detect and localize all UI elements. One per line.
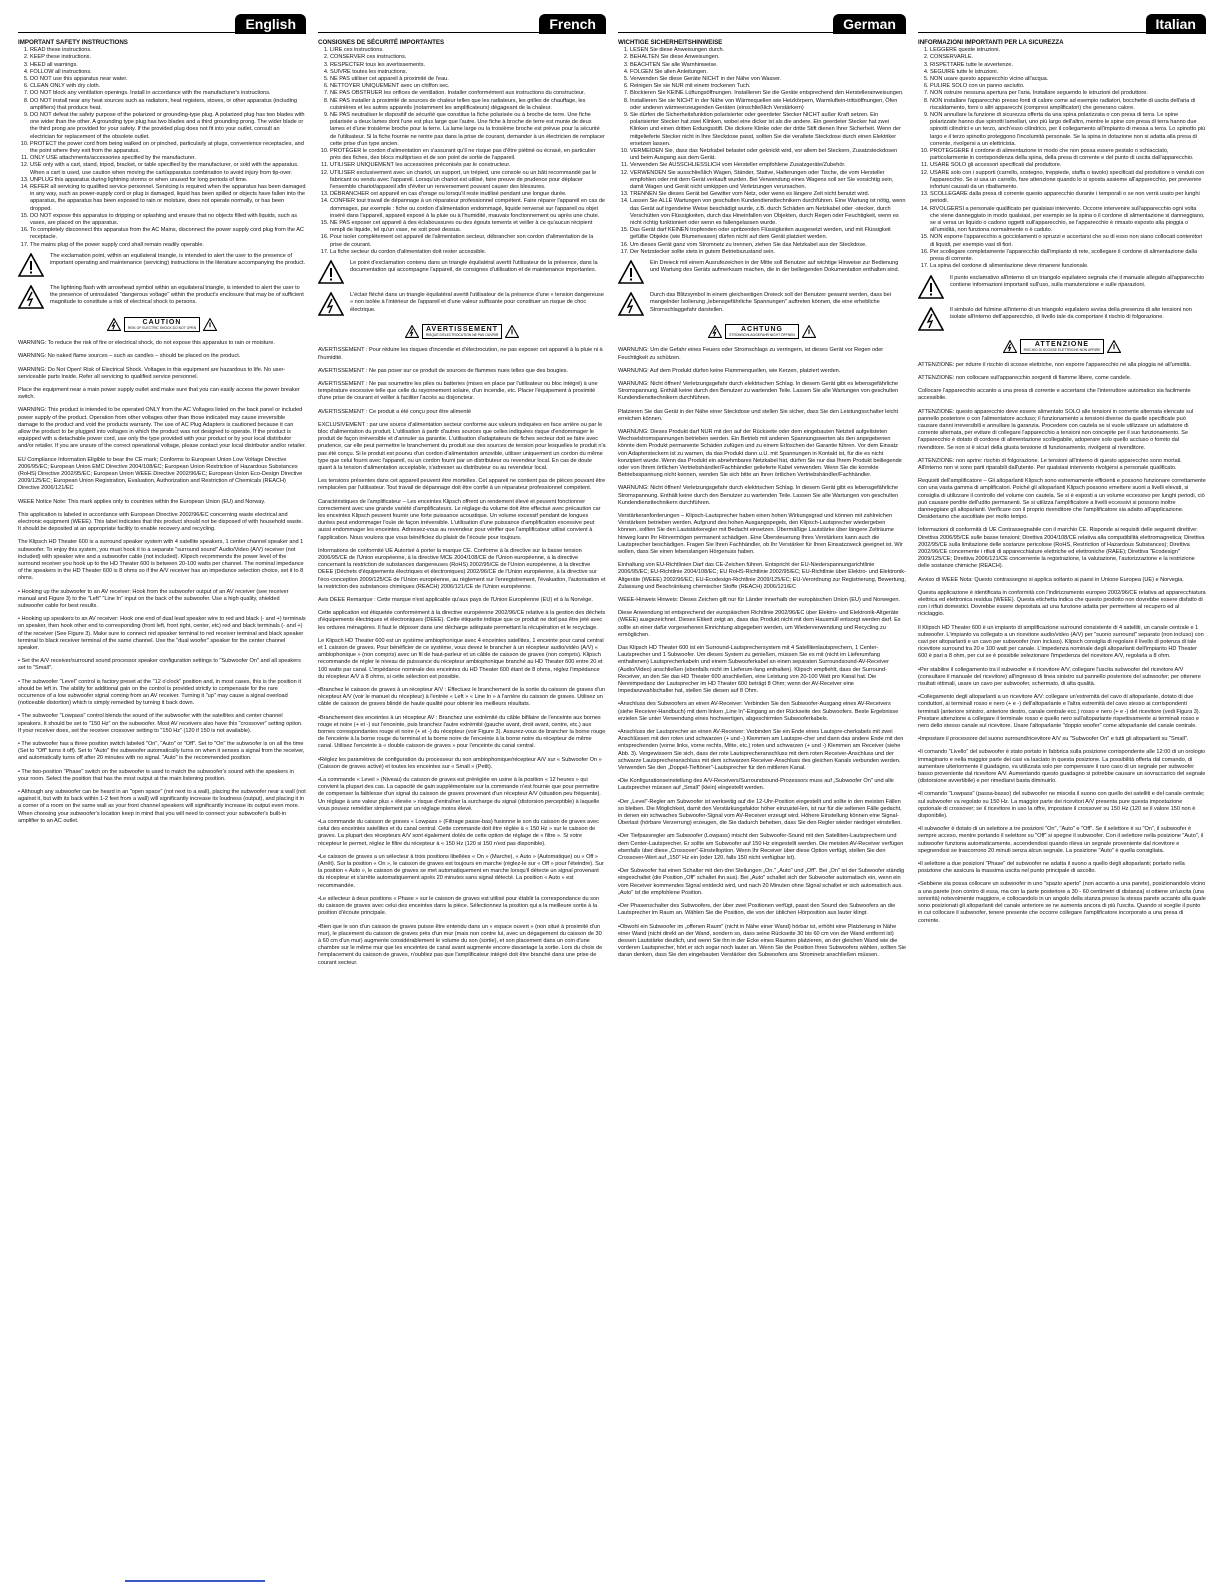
flash-symbol-text: L'éclair fléché dans un triangle équilatéral avertit l'utilisateur de la présence d'une « tension dangereuse » non isolée à l'intérieur de l'appareil et d'une valeur suffisante pour constituer un risque de choc électrique.	[350, 292, 604, 313]
body-paragraphs	[18, 340, 306, 825]
safety-step: 4. SEGUIRE tutte le istruzioni.	[930, 69, 1206, 76]
body-paragraph: •Der Tiefpassregler am Subwoofer (Lowpass) mischt den Subwoofer-Sound mit den Satelliten-Lautsprechern und dem Center-Lautsprecher. Er sollte am Subwoofer auf 150 Hz eingestellt werden. Die meisten AV-Receiver verfügen ebenfalls über diese „Crossover"-Einstelloption. Wenn Ihr Receiver über diese Option verfügt, stellen Sie den Crossover-Wert auf „150" Hz ein (oder 120, falls 150 nicht verfügbar ist).	[618, 833, 904, 862]
exclamation-triangle-icon	[1107, 340, 1121, 353]
safety-step: 17. The mains plug of the power supply cord shall remain readily operable.	[30, 242, 306, 249]
safety-step: 7. Blockieren Sie KEINE Lüftungsöffnungen. Installieren Sie die Geräte entsprechend den Herstelleranweisungen.	[630, 90, 906, 97]
body-paragraph: •Der Subwoofer hat einen Schalter mit den drei Stellungen „On." „Auto" und „Off". Bei „On" ist der Subwoofer ständig eingeschaltet (die Position „Off" schaltet ihn aus). Bei „Auto" schaltet sich der Subwoofer automatisch ein, wenn ein vom Receiver kommendes Signal entdeckt wird, und nach 20 Minuten ohne Signal schaltet er sich automatisch aus. „Auto" ist die empfohlene Position.	[618, 868, 905, 896]
body-paragraph: • Although any subwoofer can be heard in an "open space" (not next to a wall), placing the subwoofer near a wall (not against it, but with its back within 1-2 feet from a wall) will significantly increase its loudness (output), and placing it in a corner of a room on the same wall as your front channel speakers will significantly increase its output even more. When choosing your subwoofer's location keep in mind that you will need to connect your subwoofer's built-in amplifier to an AC outlet.	[18, 789, 306, 824]
body-paragraph: •Per stabilire il collegamento tra il subwoofer e il ricevitore A/V, collegare l'uscita subwoofer del ricevitore A/V (consultare il manuale del ricevitore) all'ingresso di linea sinistro sul pannello posteriore del subwoofer; per ottenere risultati ottimali, usare un cavo per subwoofer, schermato, di alta qualità.	[918, 666, 1201, 688]
body-paragraph: •Bien que le son d'un caisson de graves puisse être entendu dans un « espace ouvert » (non situé à proximité d'un mur), le placement du caisson de graves près d'un mur (mais non contre lui, avec un dégagement du caisson de 30 à 60 cm d'un mur) augmente considérablement le volume du son (sortie), et son placement dans un coin d'une chambre sur le même mur que les enceintes de canal avant augmente encore davantage la sortie. Lors du choix de l'emplacement du caisson de graves, n'oubliez pas que l'amplificateur intégré doit être branché dans une prise de courant secteur.	[318, 923, 603, 966]
safety-step: 16. Um dieses Gerät ganz vom Stromnetz zu trennen, ziehen Sie das Netzkabel aus der Steckdose.	[630, 242, 906, 249]
safety-step: 1. LEGGERE queste istruzioni.	[930, 47, 1206, 54]
safety-step: 7. NON ostruire nessuna apertura per l'aria. Installare seguendo le istruzioni del produttore.	[930, 90, 1206, 97]
safety-step: 1. LIRE ces instructions.	[330, 47, 606, 54]
safety-title: CONSIGNES DE SÉCURITÉ IMPORTANTES	[318, 39, 445, 46]
safety-step: 12. UTILISER exclusivement avec un chariot, un support, un trépied, une console ou un bâti recommandé par le fabricant ou vendu avec l'appareil. Lorsqu'un chariot est utilisé, faire preuve de prudence pour déplacer l'ensemble chariot/appareil afin d'éviter un renversement pouvant causer des blessures.	[330, 170, 606, 192]
lightning-triangle-icon	[708, 325, 722, 338]
body-paragraph: • Hooking up speakers to an AV receiver: Hook one end of dual lead speaker wire to red and black (- and +) terminals on speaker, then hook other end to corresponding (front left, front right, center, etc) red and black terminals (- and +) of the receiver (See Figure 3). Make sure to connect red speaker terminal to red receiver terminal and black speaker terminal to black receiver terminal of the same channel. Use the "dual woofer" speaker for the center channel speaker.	[18, 616, 306, 651]
exclaim-symbol-row	[618, 260, 906, 284]
safety-step: 15. NE PAS exposer cet appareil à des éclaboussures ou des égouts tements et veiller à ce qu'aucun récipient rempli de liquide, tel qu'un vase, ne soit posé dessus.	[330, 220, 606, 234]
safety-step: 3. BEACHTEN Sie alle Warnhinweise.	[630, 62, 906, 69]
body-paragraph: AVERTISSEMENT : Ne pas soumettre les piles ou batteries (mises en place par l'utilisateur ou bloc intégré) à une température excessive telle que celle du rayonnement solaire, d'un incendie, etc. Placer l'équipement à proximité d'une prise de courant et veiller à faciliter l'accès au disjoncteur.	[318, 380, 598, 402]
safety-step: 15. Das Gerät darf KEINEN tropfenden oder spritzenden Flüssigkeiten ausgesetzt werden, und mit Flüssigkeit gefüllte Objekte (wie Blumenvasen) dürfen nicht auf dem Gerät platziert werden.	[630, 227, 906, 241]
exclaim-symbol-row	[318, 260, 606, 284]
column-content	[318, 39, 606, 967]
body-paragraphs	[918, 362, 1206, 925]
body-paragraph: WARNING: To reduce the risk of fire or electrical shock, do not expose this apparatus to rain or moisture.	[18, 340, 275, 347]
body-paragraph: •La commande du caisson de graves « Lowpass » (Filtrage passe-bas) fusionne le son du caisson de graves avec celui des enceintes satellites et du canal central. Cette commande doit être réglée à « 150 Hz » sur le caisson de graves. La plupart des récepteurs A/V sont également dotés de cette option de réglage de « filtre ». Si votre récepteur le permet, réglez le filtre du récepteur à « 150 Hz (120 si 150 n'est pas disponible).	[318, 819, 599, 847]
body-paragraph: •Il comando "Lowpass" (passa-basso) del subwoofer ne miscela il suono con quello dei satelliti e del canale centrale; sul subwoofer va regolato su 150 Hz. La maggior parte dei ricevitori A/V presenta pure questa impostazione opzionale di crossover; se il ricevitore in uso la offre, impostare il crossover su 150 Hz (120 se il valore 150 non è disponibile).	[918, 791, 1205, 820]
safety-step: 3. RISPETTARE tutte le avvertenze.	[930, 62, 1206, 69]
safety-step: 14. RIVOLGERSI a personale qualificato per qualsiasi intervento. Occorre intervenire sull'apparecchio ogni volta che viene danneggiato in modo qualsiasi, per esempio se la spina o il cordone di alimentazione si danneggiano, se si versa un liquido o cadono oggetti sull'apparecchio, se l'apparecchio è rimasto esposto alla pioggia o all'umidità, non funziona normalmente o è caduto.	[930, 206, 1206, 235]
safety-steps	[18, 47, 306, 249]
body-paragraph: The Klipsch HD Theater 600 is a surround speaker system with 4 satellite speakers, 1 center channel speaker and 1 subwoofer. To enjoy this system, you must hook it to a separate "surround sound" Audio/Video (A/V) receiver (not included) with speaker wire and a subwoofer cable (not included). Klipsch recommends the power level of the surround receiver you hook up to the HD Theater 600 is between 20-100 watts per channel. The nominal impedance of the speakers in the HD Theater 600 is 8 ohms so if the A/V receiver has an impedance selection choice, set it to 8 ohms.	[18, 539, 304, 582]
safety-steps	[618, 47, 906, 256]
caution-label	[102, 317, 222, 332]
caution-subtitle: RISQUE D'ÉLECTROCUTION NE PAS OUVRIR	[425, 333, 499, 338]
exclaim-symbol-text: Le point d'exclamation contenu dans un triangle équilatéral avertit l'utilisateur de la présence, dans la documentation qui accompagne l'appareil, de consignes d'utilisation et de maintenance importantes.	[350, 260, 598, 274]
exclamation-triangle-icon	[18, 253, 44, 277]
body-paragraph: WARNUNG: Nicht öffnen! Verletzungsgefahr durch elektrischen Schlag. In diesem Gerät gibt es lebensgefährliche Stromspannung. Enthält keine durch den Benutzer zu wartenden Teile. Lassen Sie alle Wartungen von geschulten Kundendiensttechnikern durchführen.	[618, 485, 899, 506]
body-paragraph: •Branchement des enceintes à un récepteur AV : Branchez une extrémité du câble bifilaire de l'enceinte aux bornes rouge et noire (+ et -) sur l'enceinte, puis branchez l'autre extrémité (gauche avant, droit avant, centre, etc.) aux bornes correspondantes rouge et noire (+ et -) du récepteur (voir Figure 3). Assurez-vous de brancher la borne rouge de l'enceinte à la borne rouge du terminal et la borne noire de l'enceinte à la borne noire du récepteur de même canal. Utilisez l'enceinte à « double caisson de graves » pour l'enceinte du canal central.	[318, 714, 606, 750]
body-paragraph: •Le caisson de graves a un sélecteur à trois positions libellées « On » (Marche), « Auto » (Automatique) ou « Off » (Arrêt). Sur la position « On », le caisson de graves est toujours en marche (réglez-le sur « Off » pour l'éteindre). Sur la position « Auto », le caisson de graves se met automatiquement en marche lorsqu'il détecte un signal provenant du récepteur et s'arrête automatiquement après 20 minutes sans signal détecté. La position « Auto » est recommandée.	[318, 853, 604, 889]
column-header	[618, 12, 906, 33]
body-paragraph: WARNUNG: Um die Gefahr eines Feuers oder Stromschlags zu verringern, ist dieses Gerät vor Regen oder Feuchtigkeit zu schützen.	[618, 347, 884, 361]
safety-step: 14. REFER all servicing to qualified service personnel. Servicing is required when the apparatus has been damaged in any way, such as power-supply cord or plug is damaged, liquid has been spilled or objects have fallen into the apparatus, the apparatus has been exposed to rain or moisture, does not operate normally, or has been dropped.	[30, 184, 306, 213]
safety-steps	[318, 47, 606, 256]
body-paragraph: Caractéristiques de l'amplificateur – Les enceintes Klipsch offrent un rendement élevé et peuvent fonctionner correctement avec une grande variété d'amplificateurs. Le réglage du volume doit être effectué avec précaution car les enceintes Klipsch peuvent fournir une forte puissance acoustique. Un volume excessif pendant de longues durées peut endommager l'ouïe de façon irréversible. L'utilisation d'une puissance d'amplification excessive peut aussi endommager les enceintes. Adressez-vous au revendeur pour vérifier que l'amplificateur utilisé convient à l'application. Nous voulons que vous bénéficiez du plaisir de l'écoute pour toujours.	[318, 498, 601, 541]
column-content	[18, 39, 306, 825]
body-paragraph: • The subwoofer "Lowpass" control blends the sound of the subwoofer with the satellites and center channel speakers. It should be set to "150 Hz" on the subwoofer. Most AV receivers also have this "crossover" setting option. If your receiver does, set the receiver crossover setting to "150 Hz" (120 if 150 is not available).	[18, 713, 303, 734]
exclamation-triangle-icon	[505, 325, 519, 338]
safety-step: 11. UTILISER UNIQUEMENT les accessoires préconisés par le constructeur.	[330, 162, 606, 169]
flash-symbol-text: The lightning flash with arrowhead symbol within an equilateral triangle, is intended to alert the user to the presence of uninsulated "dangerous voltage" within the product's enclosure that may be of sufficient magnitude to constitute a risk of electrical shock to persons.	[50, 284, 304, 306]
safety-step: 17. La fiche secteur du cordon d'alimentation doit rester accessible.	[330, 249, 606, 256]
flash-symbol-text: Il simbolo del fulmine all'interno di un triangolo equilatero avvisa della presenza di alte tensioni non isolate all'interno dell'apparecchio, di livello tale da comportare il rischio di folgorazione.	[950, 306, 1192, 320]
manual-page	[18, 12, 1206, 1572]
body-paragraph: •Obwohl ein Subwoofer im „offenen Raum" (nicht in Nähe einer Wand) hörbar ist, erhöht eine Platzierung in Nähe einer Wand (nicht direkt an der Wand, sondern so, dass seine Rückseite 30 bis 60 cm von der Wand entfernt ist) dessen Lautstärke deutlich, und wenn Sie ihn in der Ecke eines Raumes platzieren, an der gleichen Wand wie die vorderen Lautsprecher, hört er sich sogar noch lauter an. Wenn Sie die Position Ihres Subwoofers wählen, sollten Sie daran denken, dass Sie den eingebauten Verstärker des Subwoofers ans Stromnetz anschließen müssen.	[618, 923, 906, 959]
caution-subtitle: RISK OF ELECTRIC SHOCK DO NOT OPEN	[127, 326, 197, 331]
caution-title: ACHTUNG	[741, 326, 783, 334]
body-paragraph: AVERTISSEMENT : Pour réduire les risques d'incendie et d'électrocution, ne pas exposer cet appareil à la pluie ni à l'humidité.	[318, 347, 603, 361]
lightning-triangle-icon	[318, 292, 344, 316]
body-paragraph: WARNING: This product is intended to be operated ONLY from the AC Voltages listed on the back panel or included power supply of the product. Operation from other voltages other than those indicated may cause irreversible damage to the product and void the products warranty. The use of AC Plug Adapters is cautioned because it can allow the product to be plugged into voltages in which the product was not designed to operate. If the product is equipped with a detachable power cord, use only the type provided with your product or by your local distributor and/or retailer. If you are unsure of the correct operational voltage, please contact your local distributor and/or retailer.	[18, 407, 306, 450]
body-paragraph: WEEE-Hinweis Hinweis: Dieses Zeichen gilt nur für Länder innerhalb der europäischen Union (EU) und Norwegen.	[618, 596, 901, 603]
caution-subtitle: RISCHIO DI SCOSSE ELETTRICHE NON APRIRE	[1023, 347, 1101, 352]
body-paragraph: WARNUNG: Dieses Produkt darf NUR mit den auf der Rückseite oder dem eingebauten Netzteil aufgelisteten Wechselstromspannungen betrieben werden. Ein Betrieb mit anderen Spannungswerten als den angegebenen könnte dem Produkt permanente Schäden zufügen und zu einem Erlöschen der Garantie führen. Vor dem Einsatz von Adaptersteckern ist zu warnen, da das Produkt dann u.U. mit Spannungen in Kontakt ist, für die es nicht konzipiert wurde. Wenn das Produkt ein abnehmbares Netzkabel hat, dürfen Sie nur das Ihrem Produkt beiliegende oder von Ihrem örtlichen Vertriebshändler/Fachhändler gelieferte Kabel verwenden. Wenn Sie die korrekte Betriebsspannung nicht kennen, wenden Sie sich bitte an Ihren örtlichen Vertriebshändler/Fachhändler.	[618, 428, 902, 479]
safety-step: 13. UNPLUG this apparatus during lightning storms or when unused for long periods of time.	[30, 177, 306, 184]
column-german	[618, 12, 906, 1572]
language-tab: Italian	[1146, 14, 1206, 34]
column-header	[318, 12, 606, 33]
lightning-triangle-icon	[405, 325, 419, 338]
exclaim-symbol-row	[18, 253, 306, 277]
body-paragraph: •Anschluss des Subwoofers an einen AV-Receiver: Verbinden Sie den Subwoofer-Ausgang eines AV-Receivers (siehe Receiver-Handbuch) mit dem linken „Line In"-Eingang an der Rückseite des Subwoofers. Beste Ergebnisse erzielen Sie unter Verwendung eines hochwertigen, abgeschirmten Subwooferkabels.	[618, 701, 899, 722]
safety-step: 15. DO NOT expose this apparatus to dripping or splashing and ensure that no objects filled with liquids, such as vases, are placed on the apparatus.	[30, 213, 306, 227]
body-paragraph: • The subwoofer has a three position switch labeled "On", "Auto" or "Off". Set to "On" the subwoofer is on all the time (Set to "Off" turns it off). Set to "Auto" the subwoofer automatically turns on when it senses a signal from the receiver, and automatically turns off after 20 minutes with no signal. "Auto" is the recommended position.	[18, 741, 305, 762]
safety-step: 9. Sie dürfen die Sicherheitsfunktion polarisierter oder geerdeter Stecker NICHT außer Kraft setzen. Ein polarisierter Stecker hat zwei Klinken, wobei eine dicker ist als die andere. Ein geerdeter Stecker hat zwei Klinken und einen dritten Erdungsstift. Die dickere Klinke oder der dritte Stift dienen Ihrer Sicherheit. Wenn der mitgelieferte Stecker nicht in Ihre Steckdose passt, sollten Sie die veraltete Steckdose durch einen Elektriker ersetzen lassen.	[630, 112, 906, 148]
exclamation-triangle-icon	[802, 325, 816, 338]
body-paragraph: AVERTISSEMENT : Ne pas poser sur ce produit de sources de flammes nues telles que des bougies.	[318, 367, 568, 374]
safety-step: 12. VERWENDEN Sie ausschließlich Wagen, Ständer, Stative, Halterungen oder Tische, die vom Hersteller empfohlen oder mit dem Gerät verkauft wurden. Bei Verwendung eines Wagens soll ser Sie vorsichtig sein, damit Wagen und Gerät nicht umkippen und Verletzungen verursachen.	[630, 170, 906, 192]
body-paragraph: Les tensions présentes dans cet appareil peuvent être mortelles. Cet appareil ne contient pas de pièces pouvant être remplacées par l'utilisateur. Tout travail de dépannage doit être confié à un réparateur professionnel compétent.	[318, 478, 606, 492]
safety-step: 3. HEED all warnings.	[30, 62, 306, 69]
caution-title: CAUTION	[142, 318, 182, 326]
lightning-triangle-icon	[1003, 340, 1017, 353]
safety-step: 8. NON installare l'apparecchio presso fonti di calore come ad esempio radiatori, bocchette di uscita dell'aria di riscaldamento, forni o altri apparecchi (compresi amplificatori) che generano calore.	[930, 98, 1206, 112]
safety-step: 5. NE PAS utiliser cet appareil à proximité de l'eau.	[330, 76, 606, 83]
safety-step: 2. CONSERVER ces instructions.	[330, 54, 606, 61]
body-paragraph: Platzieren Sie das Gerät in der Nähe einer Steckdose und stellen Sie sicher, dass Sie den Leistungsschalter leicht erreichen können.	[618, 408, 899, 422]
body-paragraph: •Impostare il processore del suono surround/ricevitore A/V su "Subwoofer On" e tutti gli altoparlanti su "Small".	[918, 736, 1189, 743]
safety-step: 13. SCOLLEGARE dalla presa di corrente questo apparecchio durante i temporali o se non verrà usato per lunghi periodi.	[930, 191, 1206, 205]
safety-step: 17. La spina del cordone di alimentazione deve rimanere funzionale.	[930, 263, 1206, 270]
safety-step: 10. PROTÉGER le cordon d'alimentation en s'assurant qu'il ne risque pas d'être piétiné ou écrasé, en particulier près des fiches, des blocs multiprises et de son point de sortie de l'appareil.	[330, 148, 606, 162]
safety-title: IMPORTANT SAFETY INSTRUCTIONS	[18, 39, 128, 46]
exclaim-symbol-row	[918, 275, 1206, 299]
body-paragraph: •Il selettore a due posizioni "Phase" del subwoofer ne adatta il suono a quello degli altoparlanti; portarlo nella posizione che assicura la massima uscita nel punto principale di ascolto.	[918, 861, 1185, 875]
safety-step: 15. NON esporre l'apparecchio a gocciolamenti o spruzzi e accertarsi che su di esso non siano collocati contenitori di liquidi, per esempio vasi di fiori.	[930, 234, 1206, 248]
body-paragraph: •Il subwoofer è dotato di un selettore a tre posizioni "On", "Auto" e "Off". Se il selettore è su "On", il subwoofer è sempre acceso, mentre portando il selettore su "Off" si spegne il subwoofer. Con il selettore nella posizione "Auto", il subwoofer funziona automaticamente, accendendosi quando rileva un segnale proveniente dal ricevitore e spegnendosi se trascorrono 20 minuti senza alcun segnale. La posizione "Auto" è quella consigliata.	[918, 826, 1204, 854]
lightning-triangle-icon	[107, 318, 121, 331]
body-paragraph: •Der Phasenschalter des Subwoofers, der über zwei Positionen verfügt, passt den Sound des Subwoofers an die Lautsprecher im Raum an. Wählen Sie die Position, die von der üblichen Hörposition aus lauter klingt.	[618, 903, 896, 917]
body-paragraph: Avviso di WEEE Nota: Questo contrassegno si applica soltanto ai paesi in Unione Europea (UE) e Norvegia.	[918, 576, 1184, 583]
body-paragraph: Requisiti dell'amplificatore – Gli altoparlanti Klipsch sono estremamente efficienti e possono funzionare correttamente con una vasta gamma di amplificatori. Poiché gli altoparlanti Klipsch possono emettere suoni a livelli elevati, si consiglia di utilizzare il controllo del volume con cautela. Se si è esposti a un volume eccessivo per lunghi periodi, ciò può causare perdite dell'udito permanenti. Se si utilizza l'amplificatore a livelli eccessivi si possono inoltre danneggiare gli altoparlanti. Verificare con il proprio rivenditore che l'amplificatore sia adatto all'applicazione. Desideriamo che ascoltiate per molto tempo.	[918, 478, 1206, 521]
safety-step: 1. LESEN Sie diese Anweisungen durch.	[630, 47, 906, 54]
body-paragraph: ATTENZIONE: questo apparecchio deve essere alimentato SOLO alle tensioni in corrente alternata elencate sul pannello posteriore o con l'alimentatore accluso; il funzionamento a tensioni diverse da quelle specificate può causare danni irreversibili e annullare la garanzia. Procedere con cautela se si vuole utilizzare un adattatore di corrente alternata, per evitare di collegare l'apparecchio a tensioni non concepite per il suo funzionamento. Se l'apparecchio è dotato di cordone di alimentazione scollegabile, adoperare solo quello accluso o fornito dal rivenditore. Se non si è sicuri della giusta tensione di funzionamento, rivolgersi al rivenditore.	[918, 408, 1194, 451]
safety-step: 12. USE only with a cart, stand, tripod, bracket, or table specified by the manufacturer, or sold with the apparatus. When a cart is used, use caution when moving the cart/apparatus combination to avoid injury from tip-over.	[30, 162, 306, 176]
flash-symbol-row	[618, 292, 906, 316]
body-paragraph: •Il comando "Livello" del subwoofer è stato portato in fabbrica sulla posizione corrispondente alle 12:00 di un orologio immaginario e nella maggior parte dei casi va lasciato in questa posizione. La possibilità offerta dal comando, di aumentare ulteriormente il guadagno, va utilizzata solo per compensare il raro caso di un segnale per subwoofer basso proveniente dal ricevitore A/V. Aumentando questo guadagno si potrebbe causare un sovraccarico del segnale (distorsione avvertibile) e per rimediarvi basta diminuirlo.	[918, 749, 1206, 785]
body-paragraph: WARNUNG: Nicht öffnen! Verletzungsgefahr durch elektrischen Schlag. In diesem Gerät gibt es lebensgefährliche Stromspannung. Enthält keine durch den Benutzer zu wartenden Teile. Lassen Sie alle Wartungen von geschulten Kundendiensttechnikern durchführen.	[618, 380, 899, 402]
safety-step: 10. VERMEIDEN Sie, dass das Netzkabel belastet oder geknickt wird, vor allem bei Steckern, Zusatzsteckdosen und beim Ausgang aus dem Gerät.	[630, 148, 906, 162]
body-paragraph: •Réglez les paramètres de configuration du processeur du son ambiophonique/récepteur A/V sur « Subwoofer On » (Caisson de graves activé) et toutes les enceintes sur « Small » (Petit).	[318, 756, 602, 770]
safety-step: 4. SUIVRE toutes les instructions.	[330, 69, 606, 76]
body-paragraph: ATTENZIONE: non aprire: rischio di folgorazione. Le tensioni all'interno di questo apparecchio sono mortali. All'interno non vi sono parti riparabili dall'utente. Per qualsiasi intervento rivolgersi a personale qualificato.	[918, 457, 1182, 471]
safety-step: 10. PROTECT the power cord from being walked on or pinched, particularly at plugs, convenience receptacles, and the point where they exit from the apparatus.	[30, 141, 306, 155]
body-paragraph: This application is labeled in accordance with European Directive 2002/96/EC concerning waste electrical and electronic equipment (WEEE). This label indicates that this product should not be disposed of with household waste. It should be deposited at an appropriate facility to enable recovery and recycling.	[18, 511, 303, 533]
body-paragraph: • Hooking up the subwoofer to an AV receiver: Hook from the subwoofer output of an AV receiver (see receiver manual and Figure 3) to the "Left" "Line In" input on the back of the subwoofer. Use a high quality, shielded subwoofer cable for best results.	[18, 588, 289, 609]
safety-step: 11. USARE SOLO gli accessori specificati dal produttore.	[930, 162, 1206, 169]
body-paragraph: • The subwoofer "Level" control is factory preset at the "12 o'clock" position and, in most cases, this is the position it should be left in. The ability for additional gain on the control is provided strictly to compensate for the rare occurrence of a low subwoofer signal coming from an AV receiver. Turning it "up" may cause a signal overload (noticeable distortion) which is simply remedied by turning it back down.	[18, 678, 301, 707]
caution-label	[702, 324, 822, 339]
body-paragraph: •Anschluss der Lautsprecher an einen AV-Receiver: Verbinden Sie ein Ende eines Lautspre-cherkabels mit zwei Anschlüssen mit den roten und schwarzen (+ und -) Klemmen am Lautspre-cher und dann das andere Ende mit den entsprechenden (vorne links, vorne rechts, Mitte, etc.) roten und schwarzen (+ und -) Klemmen am Receiver (siehe Abb. 3). Vergewissern Sie sich, dass der rote Lautsprecheranschluss mit dem roten Receiver-Anschluss und der schwarze Lautsprecheranschluss mit dem schwarzen Receiver-Anschluss des gleichen Kanals verbunden werden. Verwenden Sie den „Doppel-Tieftöner"-Lautsprecher für den mittleren Kanal.	[618, 729, 904, 772]
language-tab: German	[833, 14, 906, 34]
exclaim-symbol-text: Ein Dreieck mit einem Ausrufezeichen in der Mitte soll Benutzer auf wichtige Hinweise zur Bedienung und Wartung des Geräts aufmerksam machen, die in der beiliegenden Dokumentation enthalten sind.	[650, 260, 900, 274]
body-paragraph: AVERTISSEMENT : Ce produit a été conçu pour être alimenté	[318, 408, 472, 415]
safety-step: 8. Installieren Sie sie NICHT in der Nähe von Wärmequellen wie Heizkörpern, Warmluftein-trittsöffnungen, Öfen oder anderen wärmeerzeugenden Geräten (einschließlich Verstärkern)	[630, 98, 906, 112]
column-content	[918, 39, 1206, 925]
column-header	[918, 12, 1206, 33]
body-paragraphs	[318, 347, 606, 966]
lightning-triangle-icon	[618, 292, 644, 316]
body-paragraph: Diese Anwendung ist entsprechend der europäischen Richtlinie 2002/96/EC über Elektro- und Elektronik-Altgeräte (WEEE) ausgezeichnet. Dieses Etikett zeigt an, dass das Produkt nicht mit dem Hausmüll entsorgt werden darf. Es sollte an einer dafür vorgesehenen Einrichtung abgegeben werden, um Wiederverwendung und Recycling zu ermöglichen.	[618, 610, 901, 638]
safety-step: 7. NE PAS OBSTRUER les orifices de ventilation. Installer conformément aux instructions du constructeur.	[330, 90, 606, 97]
safety-step: 16. Per scollegare completamente l'apparecchio dall'impianto di rete, scollegare il cordone di alimentazione dalla presa di corrente.	[930, 249, 1206, 263]
body-paragraph: Le Klipsch HD Theater 600 est un système ambiophonique avec 4 enceintes satellites, 1 enceinte pour canal central et 1 caisson de graves. Pour bénéficier de ce système, vous devez le brancher à un récepteur audio/vidéo (A/V) « ambiophonique » (non compris) avec un fil de haut-parleur et un câble de caisson de graves (non compris). Klipsch recommande de régler le niveau de puissance du récepteur ambiophonique branché au HD Theater 600 entre 20 et 100 watts par canal. L'impédance nominale des enceintes du HD Theater 600 étant de 8 ohms, réglez l'impédance du récepteur A/V à 8 ohms, si cette sélection est possible.	[318, 637, 604, 680]
safety-step: 6. PULIRE SOLO con un panno asciutto.	[930, 83, 1206, 90]
safety-step: 5. NON usare questo apparecchio vicino all'acqua.	[930, 76, 1206, 83]
body-paragraph: WARNUNG: Auf dem Produkt dürfen keine Flammenquellen, wie Kerzen, platziert werden.	[618, 367, 841, 374]
column-content	[618, 39, 906, 960]
body-paragraph: Avis DEEE Remarque : Cette marque n'est applicable qu'aux pays de l'Union Européenne (EU) et à la Norvège.	[318, 596, 593, 603]
exclamation-triangle-icon	[618, 260, 644, 284]
safety-step: 12. USARE solo con i supporti (carrello, sostegno, treppiede, staffa o tavolo) specificati dal produttore o venduti con l'apparecchio. Se si usa un carrello, fare attenzione quando lo si sposta assieme all'apparecchio, per prevenire infortuni causati da un ribaltamento.	[930, 170, 1206, 192]
safety-step: 6. CLEAN ONLY with dry cloth.	[30, 83, 306, 90]
caution-label	[402, 324, 522, 339]
exclamation-triangle-icon	[318, 260, 344, 284]
flash-symbol-row	[918, 307, 1206, 331]
lightning-triangle-icon	[18, 285, 44, 309]
safety-step: 4. FOLGEN Sie allen Anleitungen.	[630, 69, 906, 76]
body-paragraph: Informations de conformité UE Autorisé à porter la marque CE. Conforme à la directive sur la basse tension 2006/95/CE de l'Union européenne, à la directive MCE 2004/108/CE de l'Union européenne, à la directive concernant la restriction de substances dangereuses (RoHS) 2002/95/CE de l'Union européenne, à la directive DEEE (Déchets d'équipements électriques et électroniques) 2002/96/CE de l'Union européenne, à la directive sur l'éco-conception 2009/125/CE de l'Union européenne, au règlement sur l'enregistrement, l'évaluation, l'autorisation et la restriction des substances chimiques (REACH) 2006/121/CE de l'Union européenne.	[318, 547, 606, 590]
caution-label	[1002, 339, 1122, 354]
safety-step: 6. Reinigen Sie sie NUR mit einem trockenen Tuch.	[630, 83, 906, 90]
safety-step: 1. READ these instructions.	[30, 47, 306, 54]
body-paragraph: ATTENZIONE: per ridurre il rischio di scosse elettriche, non esporre l'apparecchio né alla pioggia né all'umidità.	[918, 361, 1192, 368]
body-paragraph: WARNING: Do Not Open! Risk of Electrical Shock. Voltages in this equipment are hazardous to life. No user-serviceable parts inside. Refer all servicing to qualified service personnel.	[18, 366, 286, 380]
body-paragraph: •Collegamento degli altoparlanti a un ricevitore A/V: collegare un'estremità del cavo di altoparlante, dotato di due conduttori, ai terminali rosso e nero (+ e -) dell'altoparlante e l'altra estremità del cavo stesso ai corrispondenti terminali (anteriore sinistro, anteriore destro, canale centrale ecc.) rosso e nero (+ e -) del ricevitore (vedi Figura 3). Prestare attenzione a collegare il terminale rosso e quello nero sull'altoparlante rispettivamente ai terminali rosso e nero dello stesso canale sul ricevitore. Usare l'altoparlante "doppio woofer" come altoparlante del canale centrale.	[918, 694, 1201, 730]
safety-step: 16. To completely disconnect this apparatus from the AC Mains, disconnect the power supply cord plug from the AC receptacle.	[30, 227, 306, 241]
safety-step: 9. NE PAS neutraliser le dispositif de sécurité que constitue la fiche polarisée ou à broche de terre. Une fiche polarisée a deux lames dont l'une est plus large que l'autre. Une fiche à broche de terre est munie de deux lames et d'une troisième broche pour la terre. La lame large ou la troisième broche est prévue pour la sécurité de l'utilisateur. Si la fiche fournie ne rentre pas dans la prise de courant, demander à un électricien de remplacer cette prise d'un type ancien.	[330, 112, 606, 148]
safety-step: 17. Der Netzstecker sollte stets in gutem Betriebszustand sein.	[630, 249, 906, 256]
body-paragraph: EXCLUSIVEMENT : par une source d'alimentation secteur conforme aux valeurs indiquées en face arrière ou par le bloc d'alimentation du produit. L'utilisation à partir d'autres sources que celles indiquées risque d'endommager le produit de façon irréversible et d'annuler sa garantie. L'utilisation d'adaptateurs de fiches secteur doit se faire avec prudence, car elle peut permettre le branchement du produit sur des sources de tension pour lesquelles le produit n'a pas été conçu. Si le produit est pourvu d'un cordon d'alimentation amovible, utiliser uniquement un cordon du même type que celui fourni avec l'appareil, ou un cordon fourni par un distributeur ou revendeur local. En cas de doute quant à la tension d'alimentation acceptable, s'adresser au distributeur ou au revendeur local.	[318, 421, 606, 471]
body-paragraph: WEEE Notice Note: This mark applies only to countries within the European Union (EU) and Norway.	[18, 498, 266, 505]
body-paragraph: •Die Konfigurationseinstellung des A/V-Receivers/Surroundsound-Prozessors muss auf „Subwoofer On" und alle Lautsprecher müssen auf „Small" (klein) eingestellt werden.	[618, 778, 894, 792]
body-paragraph: Cette application est étiquetée conformément à la directive européenne 2002/96/CE relative à la gestion des déchets d'équipements électriques et électroniques (DEEE). Cette étiquette indique que ce produit ne doit pas être jeté avec les ordures ménagères. Il faut le déposer dans une décharge adéquate permettant la récupération et le recyclage.	[318, 610, 606, 631]
safety-step: 11. Verwenden Sie AUSSCHLIESSLICH vom Hersteller empfohlene Zusatzgeräte/Zubehör.	[630, 162, 906, 169]
body-paragraph: • Set the A/V receiver/surround sound processor speaker configuration settings to "Subwoofer On" and all speakers set to "Small".	[18, 658, 301, 672]
safety-step: 2. CONSERVARLE.	[930, 54, 1206, 61]
column-english	[18, 12, 306, 1572]
safety-step: 9. DO NOT defeat the safety purpose of the polarized or grounding-type plug. A polarized plug has two blades with one wider than the other. A grounding type plug has two blades and a third grounding prong. The wider blade or the third prong are provided for your safety. If the provided plug does not fit into your outlet, consult an electrician for replacement of the obsolete outlet.	[30, 112, 306, 141]
body-paragraphs	[618, 347, 906, 959]
body-paragraph: Das Klipsch HD Theater 600 ist ein Surround-Lautsprechersystem mit 4 Satellitenlautsprechern, 1 Center-Lautsprecher und 1 Subwoofer. Um dieses System zu genießen, müssen Sie es mit (nicht im Lieferumfang enthaltenen) Lautsprecherkabeln und einem Subwooferkabel an einen separaten Surroundsound-AV-Receiver (Audio/Video) anschließen (ebenfalls nicht im Lieferum-fang enthalten). Klipsch empfiehlt, dass der Surround-Receiver, an den Sie das HD Theater 600 anschließen, eine Leistung von 20-100 Watt pro Kanal hat. Die Nennimpedanz der Lautsprecher im HD Theater 600 beträgt 8 Ohm; wenn der AV-Receiver eine Impedanzwahlschalter hat, stellen Sie diesen auf 8 Ohm.	[618, 645, 889, 695]
lightning-triangle-icon	[918, 307, 944, 331]
body-paragraph: •La commande « Level » (Niveau) du caisson de graves est préréglée en usine à la position « 12 heures » qui convient la plupart des cas. La capacité de gain supplémentaire sur la commande n'est fournie que pour permettre de compenser la faiblesse d'un signal du caisson de graves provenant d'un récepteur A/V (situation peu fréquente). Un réglage à une valeur plus « élevée » risque d'entraîner la surcharge du signal (distorsion perceptible) à laquelle vous pouvez remédier simplement par un réglage moins élevé.	[318, 777, 601, 812]
body-paragraph: •Sebbene sia possa collocare un subwoofer in uno "spazio aperto" (non accanto a una parete), posizionandolo vicino a una parete (non contro di essa, ma con la parte posteriore a 30 - 60 centimetri di distanza) si ottiene un'uscita (una sonorità) notevolmente maggiore, e collocandolo in un angolo della stanza presso la stessa parete accanto alla quale sono posizionati gli altoparlanti del canale anteriore se ne aumenta ancora di più l'uscita. Quando si sceglie il punto in cui collocare il subwoofer, tenere presente che occorre collegare l'amplificatore incorporato a una presa di corrente.	[918, 881, 1206, 924]
exclaim-symbol-text: The exclamation point, within an equilateral triangle, is intended to alert the user to the presence of important operating and maintenance (servicing) instructions in the literature accompanying the product.	[50, 252, 306, 267]
flash-symbol-row	[318, 292, 606, 316]
column-header	[18, 12, 306, 33]
safety-step: 2. KEEP these instructions.	[30, 54, 306, 61]
body-paragraph: • The two-position "Phase" switch on the subwoofer is used to match the subwoofer's sound with the speakers in your room. Select the position that has the most output at the main listening position.	[18, 768, 294, 782]
safety-step: 5. Verwenden Sie diese Geräte NICHT in der Nähe von Wasser.	[630, 76, 906, 83]
language-tab: English	[235, 14, 306, 34]
safety-step: 13. DÉBRANCHER cet appareil en cas d'orage ou lorsqu'il reste inutilisé pendant une longue durée.	[330, 191, 606, 198]
body-paragraph: •Branchez le caisson de graves à un récepteur A/V : Effectuez le branchement de la sortie du caisson de graves d'un récepteur A/V (voir le manuel du récepteur) à l'entrée « Left » « Line In » à l'arrière du caisson de graves. Utilisez un câble de caisson de graves blindé de haute qualité pour obtenir les meilleurs résultats.	[318, 687, 606, 708]
caution-title: ATTENZIONE	[1034, 340, 1090, 348]
flash-symbol-text: Durch das Blitzsymbol in einem gleichseitigen Dreieck soll der Benutzer gewarnt werden, dass bei mangelnder Isolierung „lebensgefährliche Spannungen" auftreten können, die eine erhebliche Stromschlaggefahr darstellen.	[650, 292, 891, 313]
exclaim-symbol-text: Il punto esclamativo all'interno di un triangolo equilatero segnala che il manuale allegato all'apparecchio contiene informazioni importanti sull'uso, sulla manutenzione e sulle riparazioni.	[950, 274, 1205, 288]
body-paragraph: Collocare l'apparecchio accanto a una presa di corrente e accertarsi che l'interruttore automatico sia facilmente accessibile.	[918, 388, 1191, 402]
safety-steps	[918, 47, 1206, 270]
flash-symbol-row	[18, 285, 306, 309]
body-paragraph: Einhaltung von EU-Richtlinien Darf das CE-Zeichen führen. Entspricht der EU-Niederspannungsrichtlinie 2006/95/EC; EU-Richtlinie 2004/108/EC; EU RoHS-Richtlinie 2002/95/EC; EU-Richtlinie über Elektro- und Elektronik-Altgeräte (WEEE) 2002/96/EC; EU-Ecodesign-Richtlinie 2009/125/EC; EU-Verordnung zur Registrierung, Bewertung, Zulassung und Beschränkung chemischer Stoffe (REACH) 2006/121/EC	[618, 562, 906, 590]
safety-step: 8. DO NOT install near any heat sources such as radiators, heat registers, stoves, or other apparatus (including amplifiers) that produce heat.	[30, 98, 306, 112]
safety-step: 14. CONFIER tout travail de dépannage à un réparateur professionnel compétent. Faire réparer l'appareil en cas de dommages, par exemple : fiche ou cordon d'alimentation endommagé, liquide renversé sur l'appareil ou objet inséré dans l'appareil, appareil exposé à la pluie ou à l'humidité, mauvais fonctionnement ou après une chute.	[330, 198, 606, 220]
body-paragraph: ATTENZIONE: non collocare sull'apparecchio sorgenti di fiamme libere, come candele.	[918, 374, 1132, 381]
body-paragraph: Questa applicazione è identificata in conformità con l'indirizzamento europeo 2002/96/CE relativa ad apparecchiatura elettrica ed elettronica residua (WEEE). Questa etichetta indica che questo prodotto non dovrebbe essere disfatto di con i rifiuti domestici. Dovrebbe essere depositata ad una funzione adatta per permettere al recupero ed al riciclaggio.	[918, 589, 1206, 618]
safety-step: 7. DO NOT block any ventilation openings. Install in accordance with the manufacturer's instructions.	[30, 90, 306, 97]
safety-step: 16. Pour isoler complètement cet appareil de l'alimentation secteur, débrancher son cordon d'alimentation de la prise de courant.	[330, 234, 606, 248]
safety-step: 8. NE PAS installer à proximité de sources de chaleur telles que les radiateurs, les grilles de chauffage, les cuisinières et les autres appareils (notamment les amplificateurs) dégageant de la chaleur.	[330, 98, 606, 112]
body-paragraph: Place the equipment near a main power supply outlet and make sure that you can easily access the power breaker switch.	[18, 386, 300, 401]
body-paragraph: Il Klipsch HD Theater 600 è un impianto di amplificazione surround consistente di 4 satelliti, un canale centrale e 1 subwoofer. L'impianto va collegato a un ricevitore audio/video (A/V) per "suono surround" separato (non incluso) con cavi per altoparlanti e un cavo per subwoofer (non incluso). Klipsch consiglia di regolare il livello di potenza di tale ricevitore surround tra 20 e 100 watt per canale. L'impedenza nominale degli altoparlanti dell'impianto HD Theater 600 è pari a 8 ohm, per cui se è possibile selezionare l'impedenza del ricevitore A/V, regolarla a 8 ohm.	[918, 624, 1204, 660]
safety-title: WICHTIGE SICHERHEITSHINWEISE	[618, 39, 723, 46]
exclamation-triangle-icon	[203, 318, 217, 331]
safety-step: 9. NON annullare la funzione di sicurezza offerta da una spina polarizzata o con presa di terra. Le spine polarizzate hanno due spinotti lamellari, uno più largo dell'altro, mentre le spine con presa di terra hanno due spinotti cilindrici e un terzo, anch'esso cilindrico, per il collegamento all'impianto di messa a terra. Lo spinotto più largo e il terzo spinotto proteggono l'incolumità personale. Se la spina in dotazione non si adatta alla presa di corrente, rivolgersi a un elettricista.	[930, 112, 1206, 148]
column-italian	[918, 12, 1206, 1572]
body-paragraph: •Der „Level"-Regler am Subwoofer ist werkseitig auf die 12-Uhr-Position eingestellt und sollte in den meisten Fällen so bleiben. Die Möglichkeit, damit den Verstärkungsfaktor höher einzustel-len, ist nur für die seltenen Fälle gedacht, in denen ein schwaches Subwoofer-Signal vom AV-Receiver erzeugt wird. Höhere Einstellung können eine Signal-Überlast (hörbare Verzerrung) erzeugen, die Sie dadurch beheben, dass Sie den Regler wieder niedriger einstellen.	[618, 798, 902, 827]
body-paragraph: WARNING: No naked flame sources – such as candles – should be placed on the product.	[18, 353, 241, 360]
column-french	[318, 12, 606, 1572]
exclamation-triangle-icon	[918, 275, 944, 299]
language-tab: French	[539, 14, 606, 34]
body-paragraph: EU Compliance Information Eligible to bear the CE mark; Conforms to European Union Low Voltage Directive 2006/95/EC; European Union EMC Directive 2004/108/EC; European Union Restriction of Hazardous Substances (RoHS) Directive 2002/95/EC; European Union WEEE Directive 2002/96/EC; European Union Eco-Design Directive 2009/125/EC; European Union Registration, Evaluation, Authorization and Restriction of Chemicals (REACH) Directive 2006/121/EC	[18, 456, 303, 492]
safety-title: INFORMAZIONI IMPORTANTI PER LA SICUREZZA	[918, 39, 1064, 46]
safety-step: 2. BEHALTEN Sie diese Anweisungen.	[630, 54, 906, 61]
safety-step: 14. Lassen Sie ALLE Wartungen von geschulten Kundendiensttechnikern durchführen. Eine Wartung ist nötig, wenn das Gerät auf irgendeine Weise beschädigt wurde, z.B. durch Schäden am Netzkabel oder -stecker, durch Verschütten von Flüssigkeiten, durch das Hineinfallen von Objekten, durch Regen oder Feuchtigkeit, wenn es nicht richtig funktioniert oder wenn es fallengelassen wurde.	[630, 198, 906, 227]
safety-step: 10. PROTEGGERE il cordone di alimentazione in modo che non possa essere pestato o schiacciato, particolarmente in corrispondenza della spina, della presa di corrente e del punto di uscita dall'apparecchio.	[930, 148, 1206, 162]
safety-step: 3. RESPECTER tous les avertissements.	[330, 62, 606, 69]
footer-underline	[125, 1580, 265, 1582]
caution-title: AVERTISSEMENT	[426, 326, 498, 334]
body-paragraph: Verstärkeranforderungen – Klipsch-Lautsprecher haben einen hohen Wirkungsgrad und können mit zahlreichen Verstärkern betrieben werden. Aufgrund des hohen Ausgangspegels, den Klipsch-Lautsprecher wiedergeben können, sollten Sie den Lautstärkeregler mit Bedacht einsetzen. Übermäßige Lautstärke über längere Zeiträume hinweg kann Ihr Hörvermögen permanent schädigen. Eine Übersteuerung Ihres Verstärkers kann auch die Lautsprecher beschädigen. Fragen Sie Ihren Fachhändler, ob Ihr Verstärker für Ihren Einsatzzweck geeignet ist. Wir wollen, dass Sie einen lebenslangen Hörgenuss haben.	[618, 512, 903, 555]
safety-step: 5. DO NOT use this apparatus near water.	[30, 76, 306, 83]
safety-step: 4. FOLLOW all instructions.	[30, 69, 306, 76]
safety-step: 13. TRENNEN Sie dieses Gerät bei Gewitter vom Netz, oder wenn es längere Zeit nicht benutzt wird.	[630, 191, 906, 198]
body-paragraph: •Le sélecteur à deux positions « Phase » sur le caisson de graves est utilisé pour établir la correspondance du son du caisson de graves avec celui des enceintes dans la pièce. Sélectionnez la position qui a la meilleure sortie à la position d'écoute principale.	[318, 895, 600, 917]
body-paragraph: Informazioni di conformità di UE Contrassegnabile con il marchio CE. Risponde ai requisiti delle seguenti direttive: Direttiva 2006/95/CE sulle basse tensioni; Direttiva 2004/108/CE relativa alla compatibilità elettromagnetica; Direttiva 2002/95/CE sulla limitazione delle sostanze pericolose (RoHS, Restriction of Hazardous Substances); Direttiva 2002/96/CE concernente i rifiuti di apparecchiature elettriche ed elettroniche (RAEE); Direttiva "Ecodesign" 2009/125/CE; Direttiva 2006/121/CE concernente la registrazione, la valutazione, l'autorizzazione e la restrizione delle sostanze chimiche (REACH).	[918, 527, 1205, 570]
safety-step: 11. ONLY USE attachments/accessories specified by the manufacturer.	[30, 155, 306, 162]
caution-subtitle: STROMSCHLAGGEFAHR NICHT ÖFFNEN	[729, 333, 795, 338]
safety-step: 6. NETTOYER UNIQUEMENT avec un chiffon sec.	[330, 83, 606, 90]
